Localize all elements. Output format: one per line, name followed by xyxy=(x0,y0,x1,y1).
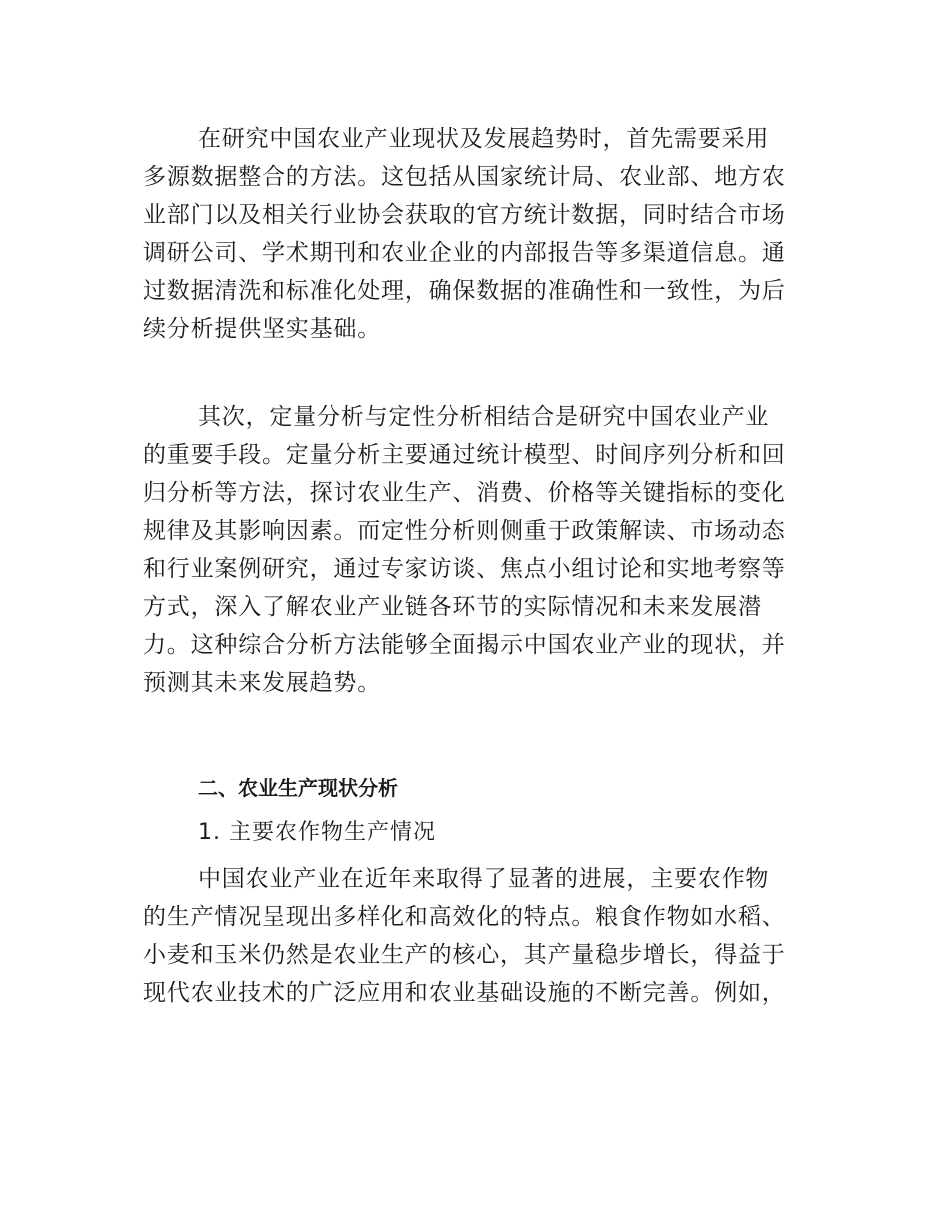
text-line: 归分析等方法，探讨农业生产、消费、价格等关键指标的变化 xyxy=(143,480,786,506)
text-line: 现代农业技术的广泛应用和农业基础设施的不断完善。例如， xyxy=(143,980,786,1006)
text-line: 其次，定量分析与定性分析相结合是研究中国农业产业 xyxy=(198,404,770,430)
text-line: 中国农业产业在近年来取得了显著的进展，主要农作物 xyxy=(198,866,770,892)
paragraph-crop-production xyxy=(143,860,823,1012)
text-line: 小麦和玉米仍然是农业生产的核心，其产量稳步增长，得益于 xyxy=(143,942,786,968)
paragraph-data-integration xyxy=(143,120,823,348)
text-line: 业部门以及相关行业协会获取的官方统计数据，同时结合市场 xyxy=(143,202,786,228)
section-heading: 二、农业生产现状分析 xyxy=(198,776,398,800)
text-line: 方式，深入了解农业产业链各环节的实际情况和未来发展潜 xyxy=(143,594,762,620)
text-line: 过数据清洗和标准化处理，确保数据的准确性和一致性，为后 xyxy=(143,278,786,304)
text-line: 在研究中国农业产业现状及发展趋势时，首先需要采用 xyxy=(198,126,770,152)
text-line: 多源数据整合的方法。这包括从国家统计局、农业部、地方农 xyxy=(143,164,786,190)
subsection-heading: 1. 主要农作物生产情况 xyxy=(198,820,436,845)
text-line: 的重要手段。定量分析主要通过统计模型、时间序列分析和回 xyxy=(143,442,786,468)
text-line: 调研公司、学术期刊和农业企业的内部报告等多渠道信息。通 xyxy=(143,240,786,266)
text-line: 预测其未来发展趋势。 xyxy=(143,670,381,696)
text-line: 的生产情况呈现出多样化和高效化的特点。粮食作物如水稻、 xyxy=(143,904,786,930)
text-line: 和行业案例研究，通过专家访谈、焦点小组讨论和实地考察等 xyxy=(143,556,786,582)
text-line: 续分析提供坚实基础。 xyxy=(143,316,381,342)
text-line: 力。这种综合分析方法能够全面揭示中国农业产业的现状，并 xyxy=(143,632,786,658)
paragraph-analysis-methods xyxy=(143,398,823,702)
text-line: 规律及其影响因素。而定性分析则侧重于政策解读、市场动态 xyxy=(143,518,786,544)
